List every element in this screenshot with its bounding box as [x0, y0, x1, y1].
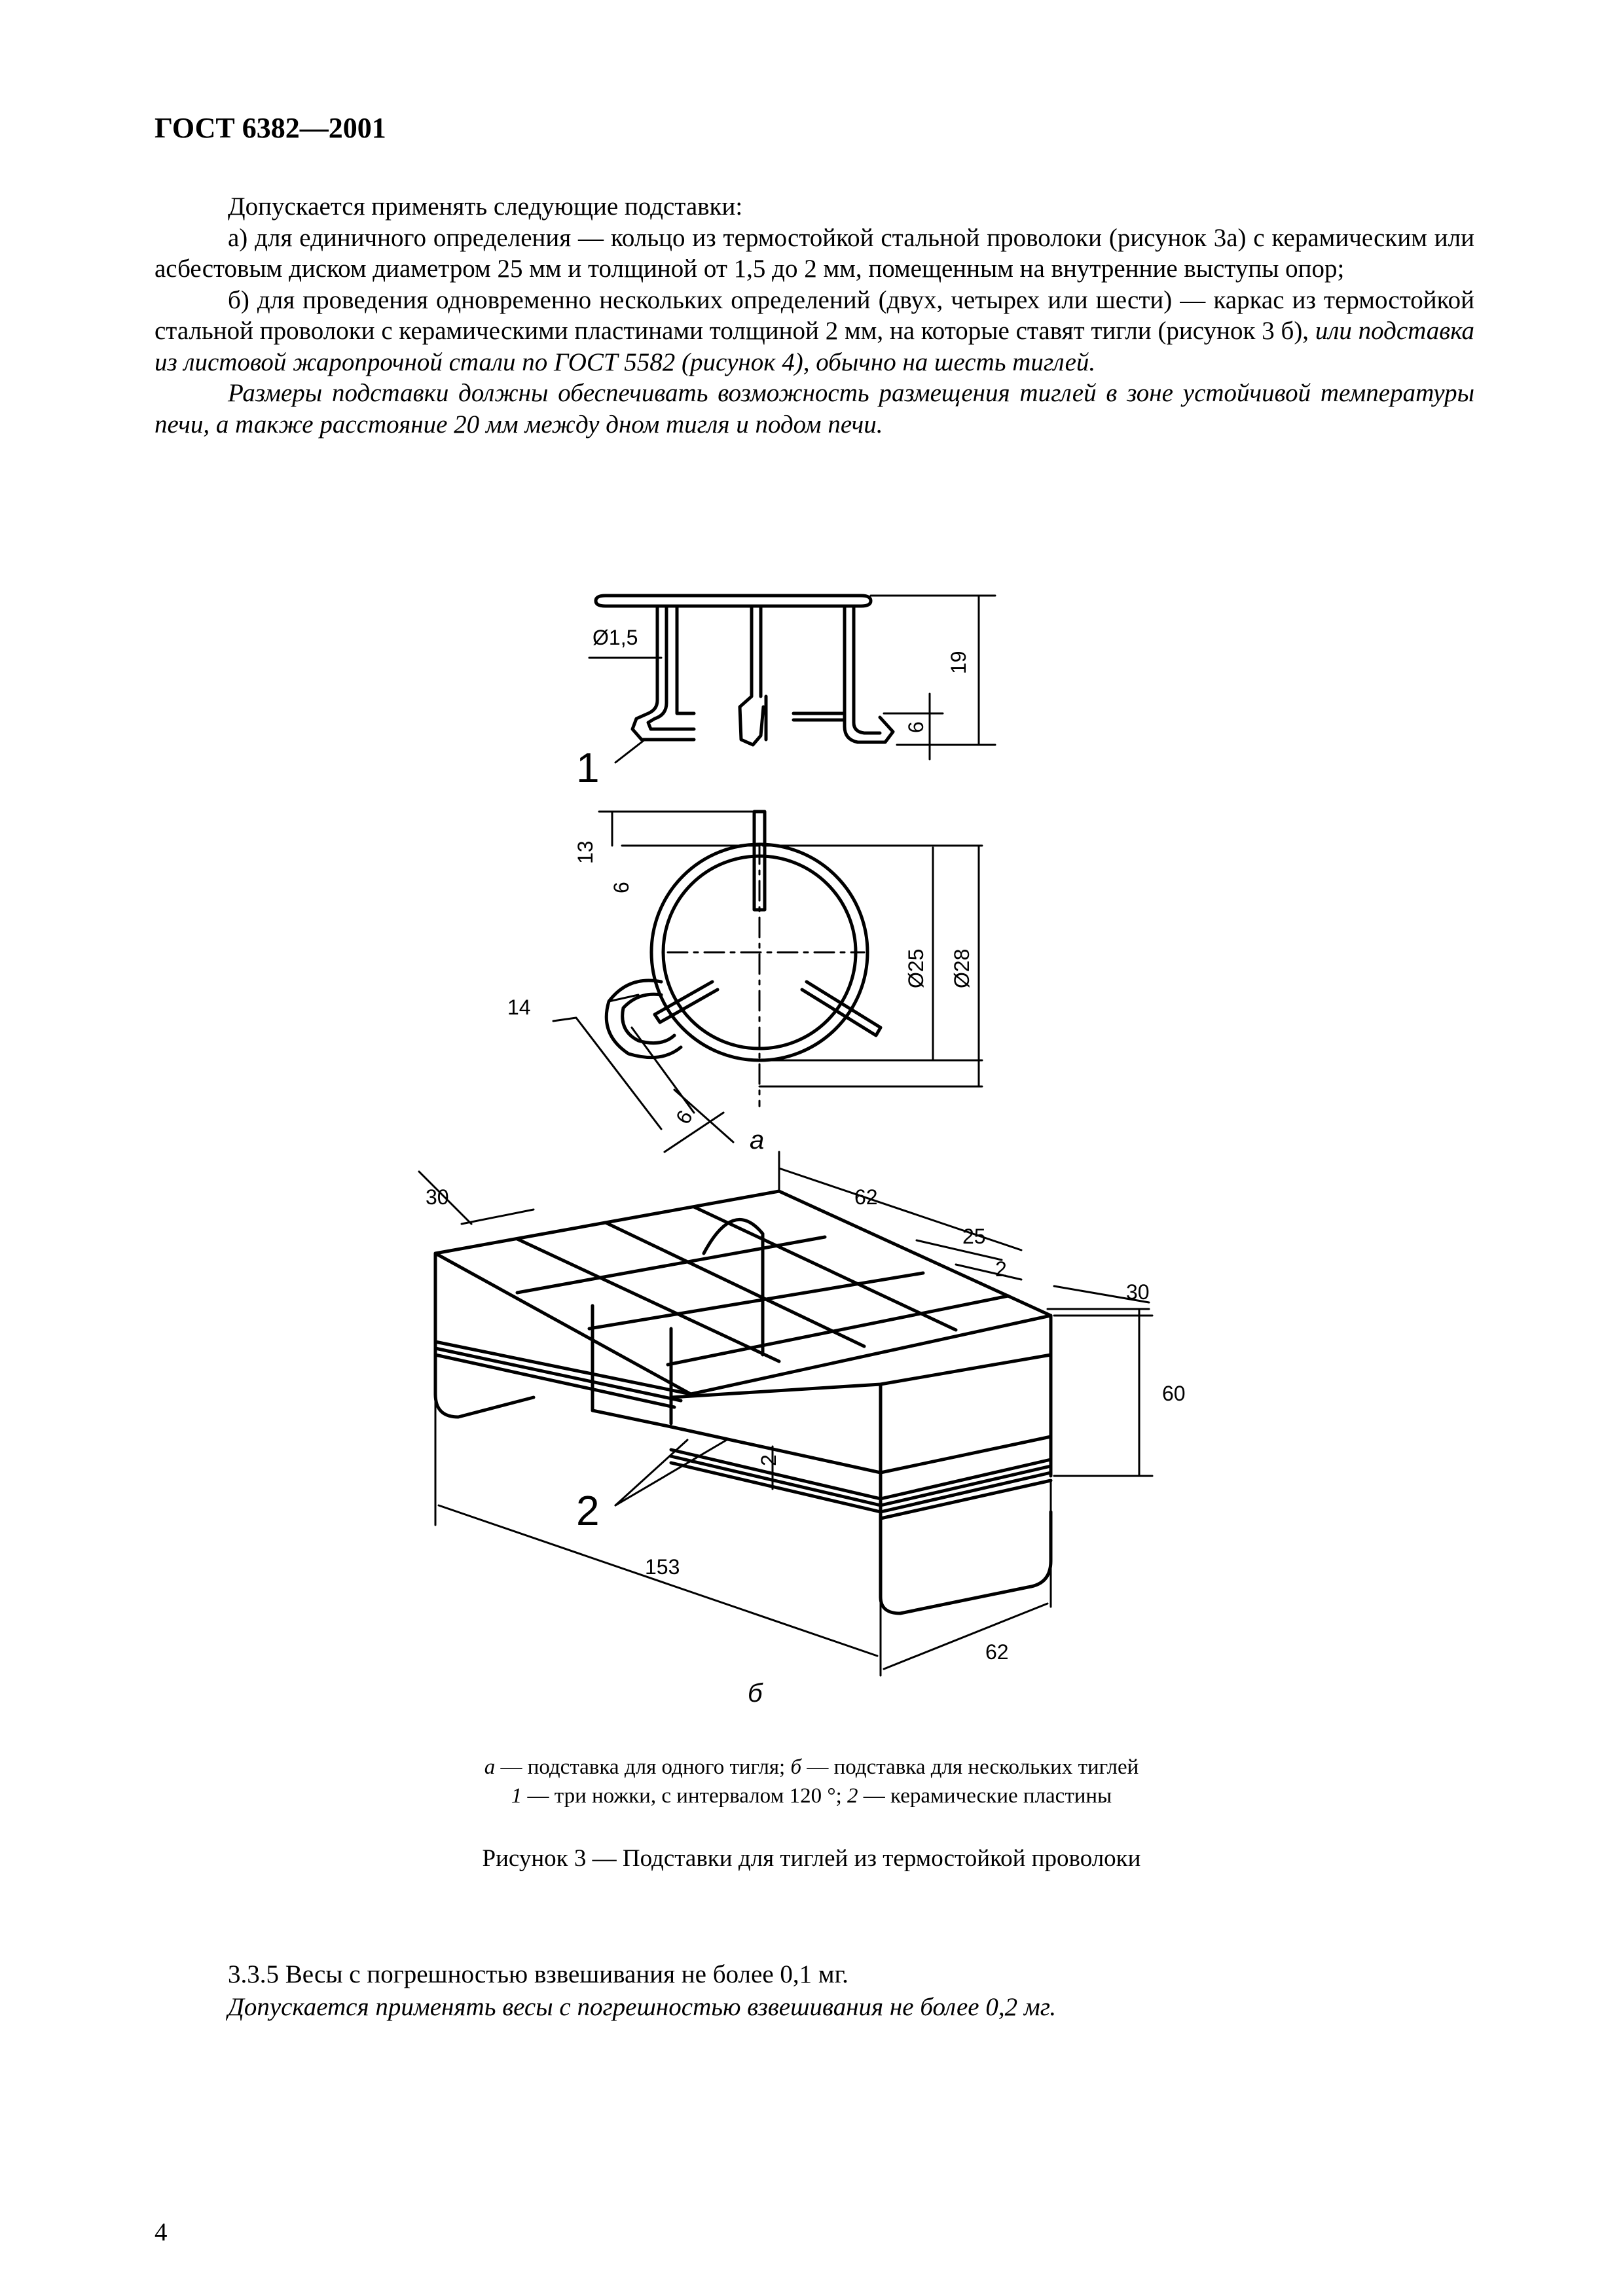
label-gap-2: 2	[995, 1257, 1007, 1281]
figure-title: Рисунок 3 — Подставки для тиглей из термостойкой проволоки	[482, 1845, 1141, 1872]
document-header: ГОСТ 6382—2001	[155, 112, 386, 144]
legend-text-a: — подставка для одного тигля;	[495, 1755, 791, 1779]
legend-line-2	[0, 1782, 1623, 1810]
stand-b-dimensions	[419, 1152, 1152, 1676]
legend-key-2: 2	[847, 1784, 858, 1808]
section-3-3-5-italic: Допускается применять весы с погрешностью взвешивания не более 0,2 мг.	[228, 1993, 1057, 2021]
callout-1: 1	[576, 744, 600, 791]
subfigure-label-b: б	[748, 1679, 763, 1708]
label-diameter-28: Ø28	[950, 948, 974, 988]
section-3-3-5-text: 3.3.5 Весы с погрешностью взвешивания не более 0,1 мг.	[228, 1960, 848, 1988]
label-width-25: 25	[962, 1225, 986, 1248]
label-depth-62: 62	[985, 1640, 1009, 1664]
label-height-19: 19	[947, 651, 970, 674]
intro-paragraph-a: а) для единичного определения — кольцо из термостойкой стальной проволоки (рисунок 3а) с керамическим или асбестовым диском диаметром 25 мм и толщиной от 1,5 до 2 мм, помещенным на внутренние выступы опор;	[155, 223, 1474, 283]
label-length-153: 153	[645, 1555, 680, 1579]
intro-paragraph-b-italic: или подставка из листовой жаропрочной стали по ГОСТ 5582 (рисунок 4), обычно на шесть тиглей.	[155, 317, 1474, 376]
legend-key-1: 1	[511, 1784, 522, 1808]
label-loop-14: 14	[507, 996, 531, 1019]
stand-a-top-view	[606, 812, 881, 1060]
label-length-62: 62	[854, 1185, 878, 1209]
label-foot-6: 6	[904, 721, 928, 733]
page-number: 4	[155, 2218, 168, 2246]
label-diameter-25: Ø25	[904, 948, 928, 988]
legend-key-a: а	[484, 1755, 496, 1779]
figure-legend	[0, 1753, 1623, 1810]
label-cell-30: 30	[426, 1185, 449, 1209]
intro-paragraph-b-normal: б) для проведения одновременно нескольких определений (двух, четырех или шести) — каркас из термостойкой стальной проволоки с керамическими пластинами толщиной 2 мм, на которые ставят тигли (рисунок 3 б),	[155, 285, 1474, 345]
section-3-3-5	[155, 1958, 1474, 2024]
legend-key-b: б	[790, 1755, 802, 1779]
legend-text-1: — три ножки, с интервалом 120 °;	[522, 1784, 848, 1808]
stand-b-isometric	[435, 1191, 1051, 1613]
subfigure-label-a: а	[750, 1126, 765, 1155]
label-width-30: 30	[1126, 1280, 1150, 1304]
label-tab-13: 13	[574, 840, 597, 864]
legend-line-1	[0, 1753, 1623, 1782]
stand-a-side-view	[596, 596, 893, 745]
intro-paragraph-sizes: Размеры подставки должны обеспечивать возможность размещения тиглей в зоне устойчивой температуры печи, а также расстояние 20 мм между дном тигля и подом печи.	[155, 379, 1474, 439]
intro-paragraph-1: Допускается применять следующие подставки:	[228, 192, 743, 221]
label-loop-6: 6	[670, 1106, 697, 1128]
callout-2: 2	[576, 1487, 600, 1534]
label-wire-diameter: Ø1,5	[593, 626, 638, 649]
legend-text-b: — подставка для нескольких тиглей	[801, 1755, 1139, 1779]
label-plate-2: 2	[757, 1454, 780, 1466]
stand-a-side-dimensions	[589, 596, 995, 762]
legend-text-2: — керамические пластины	[858, 1784, 1112, 1808]
label-height-60: 60	[1162, 1382, 1186, 1405]
label-tab-6: 6	[610, 882, 633, 893]
